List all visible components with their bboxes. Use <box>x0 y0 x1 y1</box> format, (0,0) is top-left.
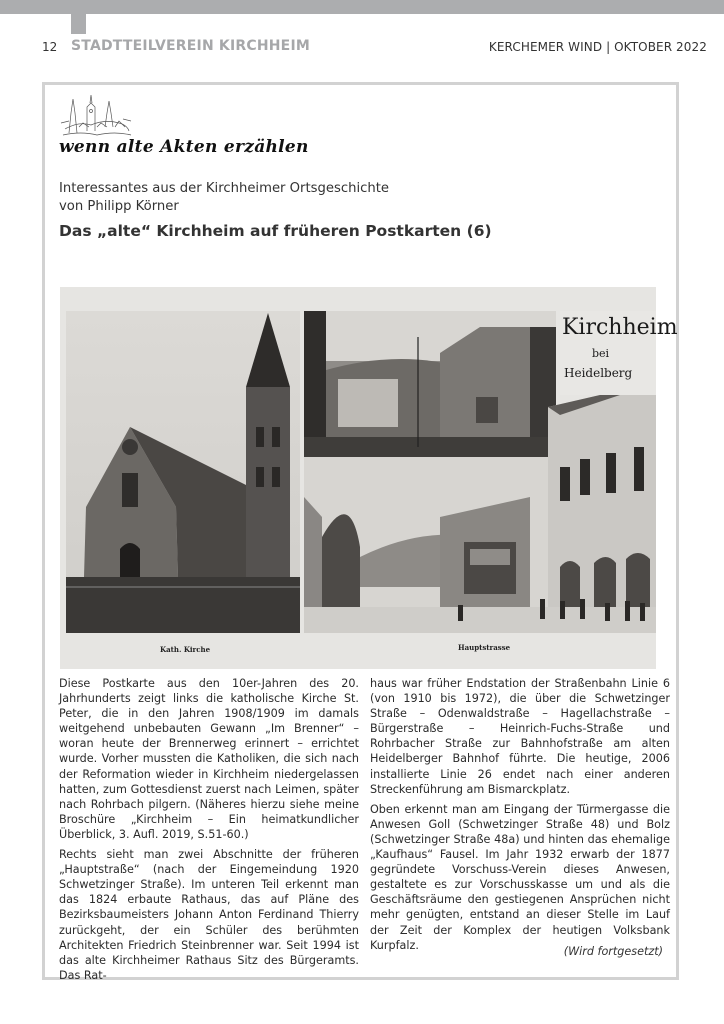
postcard-brand-block <box>560 311 678 395</box>
article-frame <box>42 82 679 980</box>
issue-label: KERCHEMER WIND | OKTOBER 2022 <box>488 40 707 54</box>
top-color-bar <box>0 0 724 14</box>
caption-hauptstrasse: Hauptstrasse <box>458 643 511 652</box>
article-column-right <box>370 676 670 958</box>
paragraph: Rechts sieht man zwei Abschnitte der früheren „Hauptstraße“ (nach der Eingemeindung 1920 Schwetzinger Straße). Im unteren Teil erkennt man das 1824 erbaute Rathaus, das auf Pläne des Bezirksbaumeisters Johann Anton Ferdinand Thierry zurückgeht, der ein Schüler des berühmten Architekten Friedrich Steinbrenner war. Seit 1994 ist das alte Kirchheimer Rathaus Sitz des Bürgeramts. Das Rat- <box>59 848 359 982</box>
series-title: wenn alte Akten erzählen <box>59 137 309 157</box>
section-header: STADTTEILVEREIN KIRCHHEIM <box>71 38 310 54</box>
subtitle-line: Interessantes aus der Kirchheimer Ortsgeschichte <box>59 181 390 196</box>
church-ground <box>66 577 300 633</box>
author-line: von Philipp Körner <box>59 199 179 214</box>
paragraph: haus war früher Endstation der Straßenbahn Linie 6 (von 1910 bis 1972), die über die Schwetzinger Straße – Odenwaldstraße – Hagellachstraße – Bürgerstraße – Heinrich-Fuchs-Straße und Rohrbacher Straße zur Bahnhofstraße am alten Heidelberger Bahnhof führte. Die heutige, 2006 installierte Linie 26 endet nach einer anderen Streckenführung am Bismarckplatz. <box>370 677 670 796</box>
postcard-brand-line1: Kirchheim <box>562 315 678 340</box>
header-tab-marker <box>71 14 86 34</box>
church-tower <box>246 387 290 577</box>
postcard-brand-line2: bei <box>592 347 610 360</box>
article-headline: Das „alte“ Kirchheim auf früheren Postkarten (6) <box>59 222 492 240</box>
article-column-left <box>59 676 359 988</box>
village-sketch-logo <box>61 93 133 138</box>
paragraph: Oben erkennt man am Eingang der Türmergasse die Anwesen Goll (Schwetzinger Straße 48) und Bolz (Schwetzinger Straße 48a) und hinten das ehemalige „Kaufhaus“ Fausel. Im Jahr 1932 erwarb der 1877 gegründete Vorschuss-Verein dieses Anwesen, gestaltete es zur Vorschusskasse um und als die Geschäftsräume den gestiegenen Ansprüchen nicht mehr genügten, entstand an dieser Stelle im Lauf der Zeit der Komplex der heutigen Volksbank Kurpfalz. <box>370 802 670 952</box>
continued-note: (Wird fortgesetzt) <box>563 945 663 958</box>
page-number: 12 <box>42 40 58 54</box>
paragraph: Diese Postkarte aus den 10er-Jahren des 20. Jahrhunderts zeigt links die katholische Kirche St. Peter, die in den Jahren 1908/1909 im damals weitgehend unbebauten Gewann „Im Brenner“ – woran heute der Brennerweg erinnert – errichtet wurde. Vorher mussten die Katholiken, die sich nach der Reformation wieder in Kirchheim niedergelassen hatten, zum Gottesdienst zuerst nach Leimen, später nach Rohrbach pilgern. (Näheres hierzu siehe meine Broschüre „Kirchheim – Ein heimatkundlicher Überblick, 3. Aufl. 2019, S.51-60.) <box>59 677 359 841</box>
postcard-brand-line3: Heidelberg <box>564 366 633 380</box>
caption-church: Kath. Kirche <box>160 645 211 654</box>
historic-postcard-image <box>60 287 678 669</box>
series-subtitle <box>59 180 389 216</box>
